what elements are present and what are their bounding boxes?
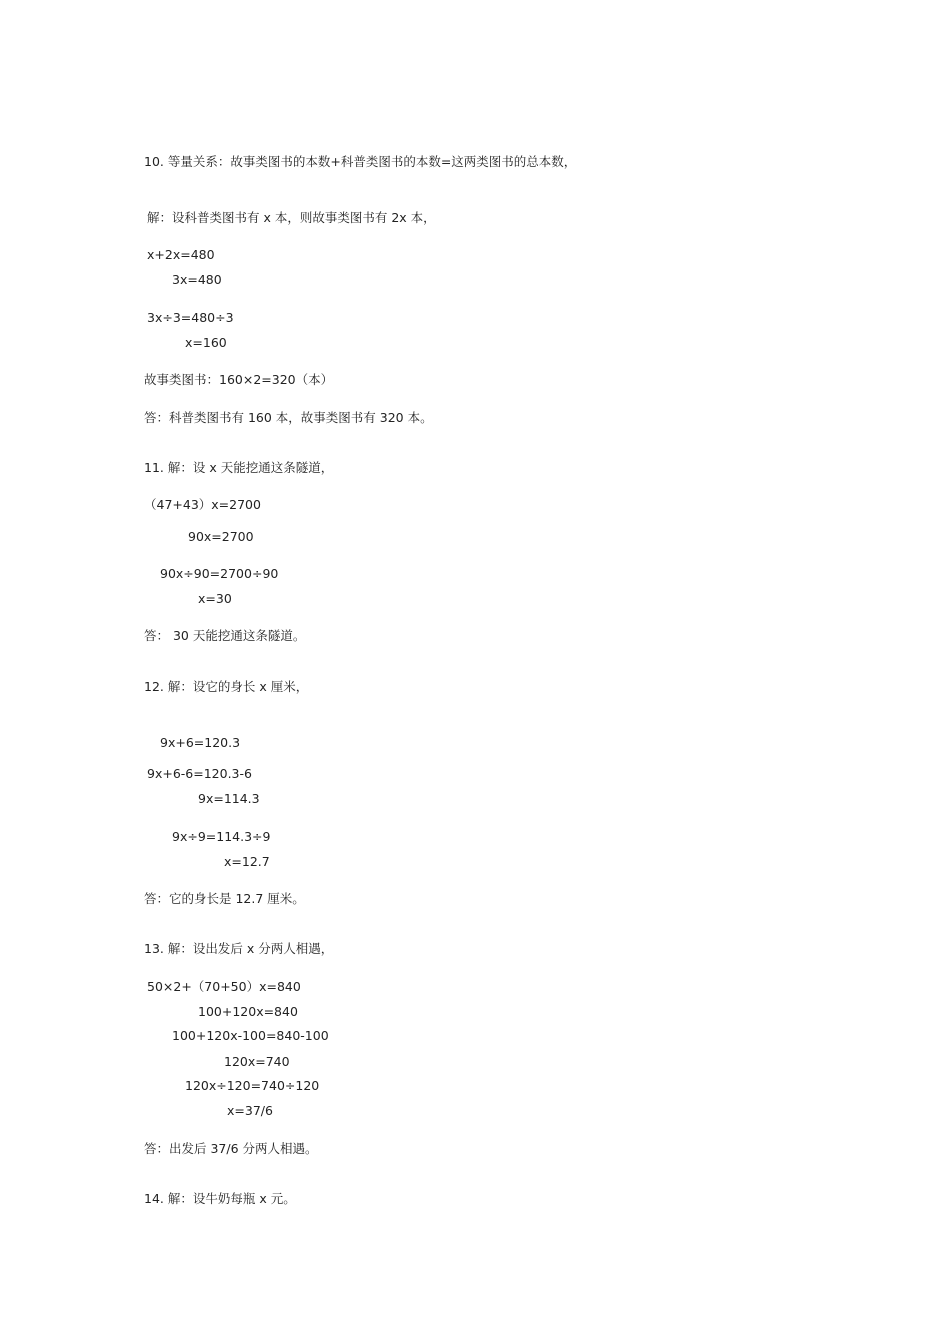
- q12-equation: 9x=114.3: [198, 791, 260, 806]
- q10-equation: x+2x=480: [147, 247, 215, 262]
- q12-equation: 9x÷9=114.3÷9: [172, 829, 271, 844]
- q13-equation: 100+120x=840: [198, 1004, 298, 1019]
- q13-setup: 13. 解：设出发后 x 分两人相遇，: [144, 941, 334, 956]
- q10-setup: 解：设科普类图书有 x 本，则故事类图书有 2x 本，: [147, 210, 436, 225]
- q13-equation: 100+120x-100=840-100: [172, 1028, 329, 1043]
- q11-answer: 答： 30 天能挖通这条隧道。: [144, 628, 306, 643]
- q10-calculation: 故事类图书：160×2=320（本）: [144, 372, 334, 387]
- q11-equation: 90x=2700: [188, 529, 254, 544]
- q11-equation: 90x÷90=2700÷90: [160, 566, 279, 581]
- q12-equation: x=12.7: [224, 854, 270, 869]
- q10-equation: 3x=480: [172, 272, 222, 287]
- q13-equation: 50×2+（70+50）x=840: [147, 979, 301, 994]
- q11-equation: x=30: [198, 591, 232, 606]
- q13-equation: 120x÷120=740÷120: [185, 1078, 320, 1093]
- q13-answer: 答：出发后 37/6 分两人相遇。: [144, 1141, 318, 1156]
- q12-setup: 12. 解：设它的身长 x 厘米，: [144, 679, 309, 694]
- q14-setup: 14. 解：设牛奶每瓶 x 元。: [144, 1191, 296, 1206]
- q10-equation: x=160: [185, 335, 227, 350]
- q10-answer: 答：科普类图书有 160 本，故事类图书有 320 本。: [144, 410, 433, 425]
- q10-relation: 10. 等量关系：故事类图书的本数+科普类图书的本数=这两类图书的总本数，: [144, 154, 577, 169]
- q12-answer: 答：它的身长是 12.7 厘米。: [144, 891, 305, 906]
- q11-equation: （47+43）x=2700: [144, 497, 261, 512]
- q12-equation: 9x+6-6=120.3-6: [147, 766, 252, 781]
- q10-equation: 3x÷3=480÷3: [147, 310, 234, 325]
- q11-setup: 11. 解：设 x 天能挖通这条隧道，: [144, 460, 334, 475]
- q13-equation: x=37/6: [227, 1103, 273, 1118]
- q13-equation: 120x=740: [224, 1054, 290, 1069]
- q12-equation: 9x+6=120.3: [160, 735, 241, 750]
